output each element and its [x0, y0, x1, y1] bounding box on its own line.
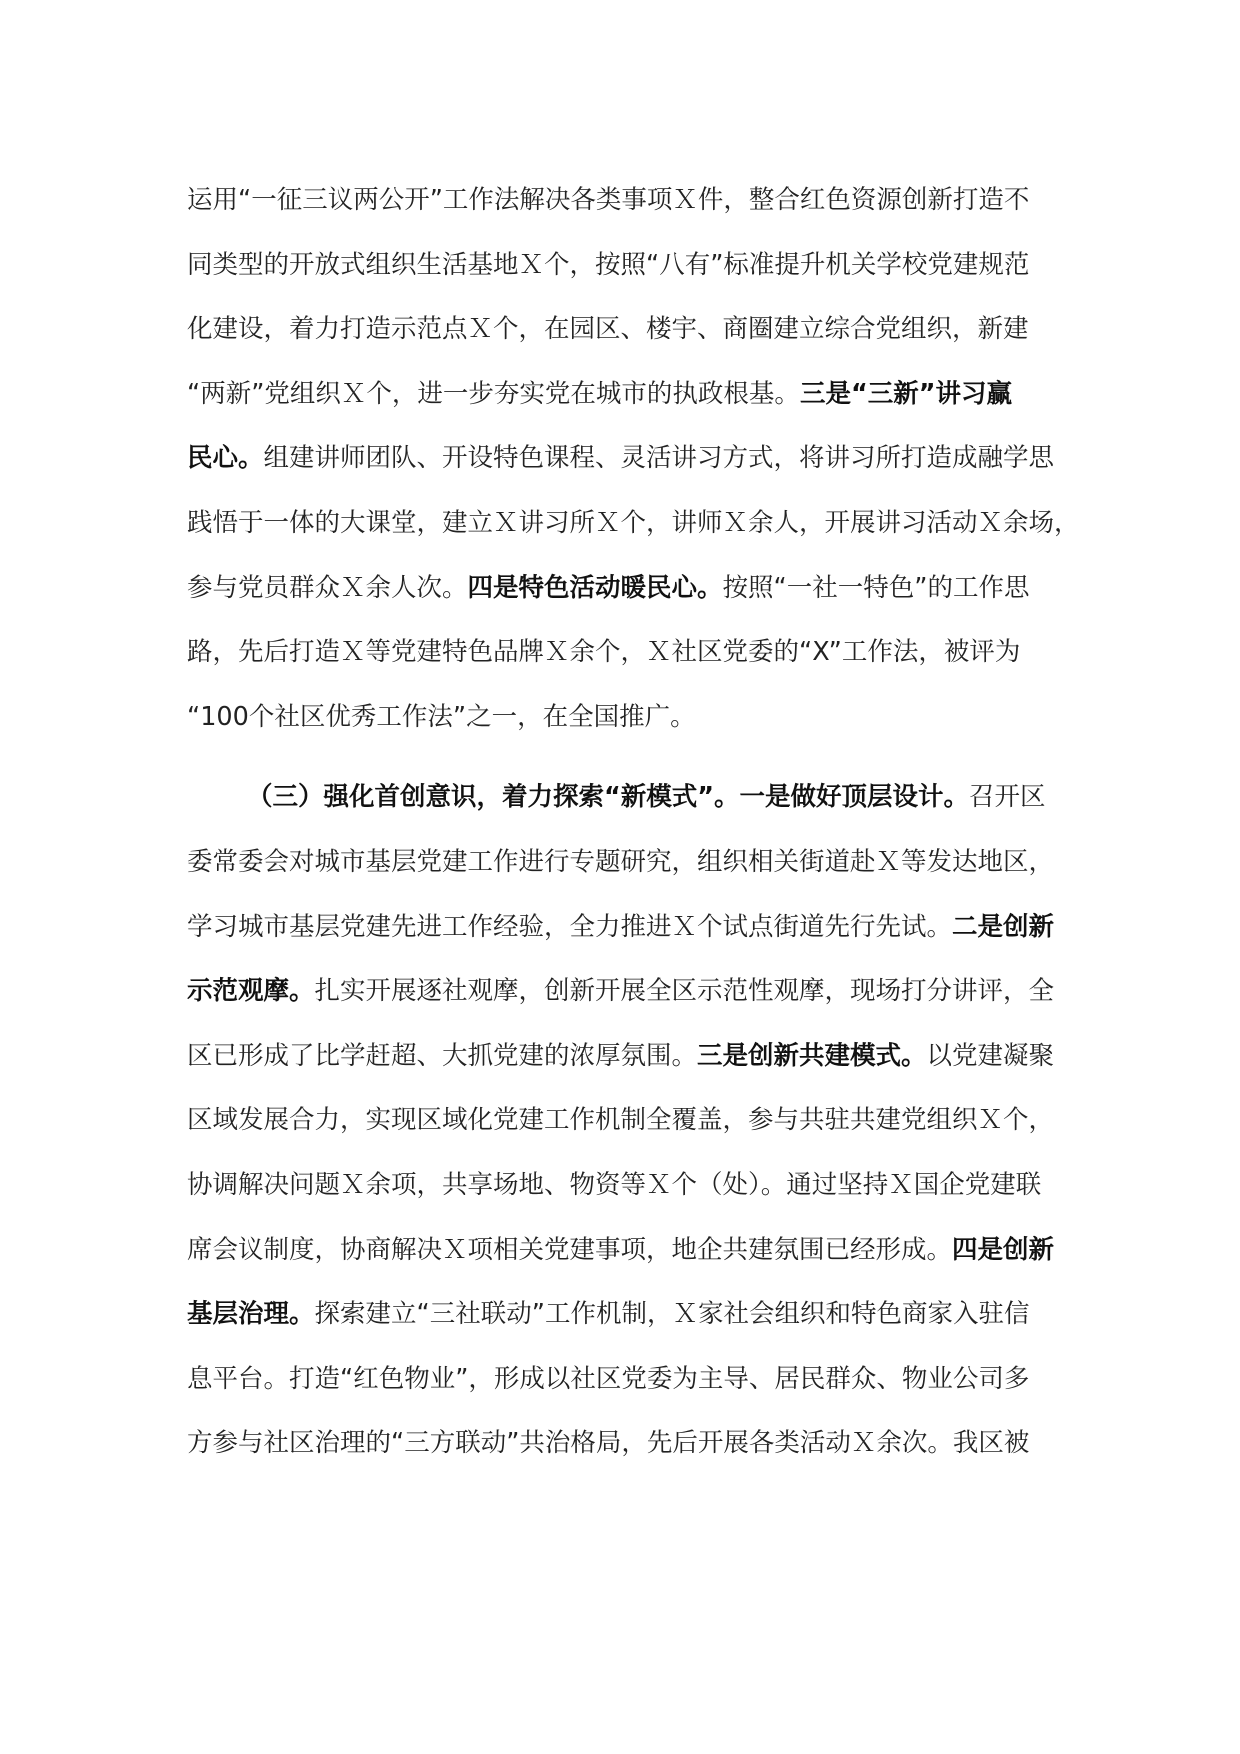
document-page: [187, 168, 1080, 1476]
text-run: 化建设，着力打造示范点Ｘ个，在园区、楼宇、商圈建立综合党组织，新建: [187, 314, 1029, 345]
bold-heading-run: （三）强化首创意识，着力探索“新模式”。一是做好顶层设计。: [247, 782, 970, 813]
text-run: 以党建凝聚: [926, 1040, 1055, 1071]
text-run: 扎实开展逐社观摩，创新开展全区示范性观摩，现场打分讲评，全: [314, 976, 1055, 1007]
text-line: [187, 1411, 1077, 1476]
text-run: 按照“一社一特色”的工作思: [722, 572, 1030, 603]
text-run: 运用“一征三议两公开”工作法解决各类事项Ｘ件，整合红色资源创新打造不: [187, 185, 1030, 215]
text-line: [187, 233, 1077, 298]
text-line: [187, 556, 1077, 621]
paragraph-1: [187, 168, 1080, 749]
bold-heading-run: 民心。: [187, 443, 264, 474]
text-line: [187, 1347, 1077, 1412]
text-line: [187, 362, 1077, 427]
bold-heading-run: 四是特色活动暖民心。: [467, 572, 723, 603]
text-run: 方参与社区治理的“三方联动”共治格局，先后开展各类活动Ｘ余次。我区被: [187, 1428, 1030, 1459]
text-run: 学习城市基层党建先进工作经验，全力推进Ｘ个试点街道先行先试。: [187, 911, 953, 942]
bold-heading-run: 基层治理。: [187, 1299, 315, 1330]
text-run: 区域发展合力，实现区域化党建工作机制全覆盖，参与共驻共建党组织Ｘ个，: [187, 1105, 1055, 1136]
text-line: [187, 1218, 1077, 1283]
text-line: [187, 1088, 1077, 1153]
text-line: [187, 895, 1077, 960]
bold-heading-run: 三是“三新”讲习赢: [799, 378, 1012, 409]
text-line: [187, 1282, 1077, 1347]
paragraph-2: [187, 765, 1077, 1476]
text-run: 协调解决问题Ｘ余项，共享场地、物资等Ｘ个（处）。通过坚持Ｘ国企党建联: [187, 1169, 1042, 1200]
text-run: 区已形成了比学赶超、大抓党建的浓厚氛围。: [187, 1040, 698, 1071]
text-line: [187, 685, 1077, 750]
text-line: [187, 959, 1077, 1024]
text-run: 席会议制度，协商解决Ｘ项相关党建事项，地企共建氛围已经形成。: [187, 1234, 953, 1265]
text-line: [187, 830, 1077, 895]
text-line: [187, 620, 1077, 685]
text-line: [187, 491, 1080, 556]
bold-heading-run: 二是创新: [952, 911, 1055, 942]
text-run: 参与党员群众Ｘ余人次。: [187, 572, 468, 603]
text-line: [187, 1024, 1077, 1089]
text-run: 路，先后打造Ｘ等党建特色品牌Ｘ余个，Ｘ社区党委的“X”工作法，被评为: [187, 637, 1021, 668]
text-run: 践悟于一体的大课堂，建立Ｘ讲习所Ｘ个，讲师Ｘ余人，开展讲习活动Ｘ余场，: [187, 507, 1080, 538]
text-run: “100个社区优秀工作法”之一，在全国推广。: [187, 701, 696, 732]
text-line: [187, 168, 1077, 233]
bold-heading-run: 三是创新共建模式。: [697, 1040, 927, 1071]
text-run: “两新”党组织Ｘ个，进一步夯实党在城市的执政根基。: [187, 378, 800, 409]
text-line: [187, 426, 1077, 491]
text-run: 探索建立“三社联动”工作机制，Ｘ家社会组织和特色商家入驻信: [314, 1299, 1030, 1330]
text-line: [187, 297, 1077, 362]
text-run: 同类型的开放式组织生活基地Ｘ个，按照“八有”标准提升机关学校党建规范: [187, 249, 1030, 280]
bold-heading-run: 示范观摩。: [187, 976, 315, 1007]
paragraph-gap: [187, 749, 1077, 765]
text-run: 组建讲师团队、开设特色课程、灵活讲习方式，将讲习所打造成融学思: [263, 443, 1055, 474]
text-run: 委常委会对城市基层党建工作进行专题研究，组织相关街道赴Ｘ等发达地区，: [187, 846, 1055, 877]
text-line: [187, 1153, 1077, 1218]
text-run: 息平台。打造“红色物业”，形成以社区党委为主导、居民群众、物业公司多: [187, 1363, 1030, 1394]
bold-heading-run: 四是创新: [952, 1234, 1055, 1265]
text-line: [187, 765, 1077, 830]
text-run: 召开区: [969, 782, 1046, 813]
